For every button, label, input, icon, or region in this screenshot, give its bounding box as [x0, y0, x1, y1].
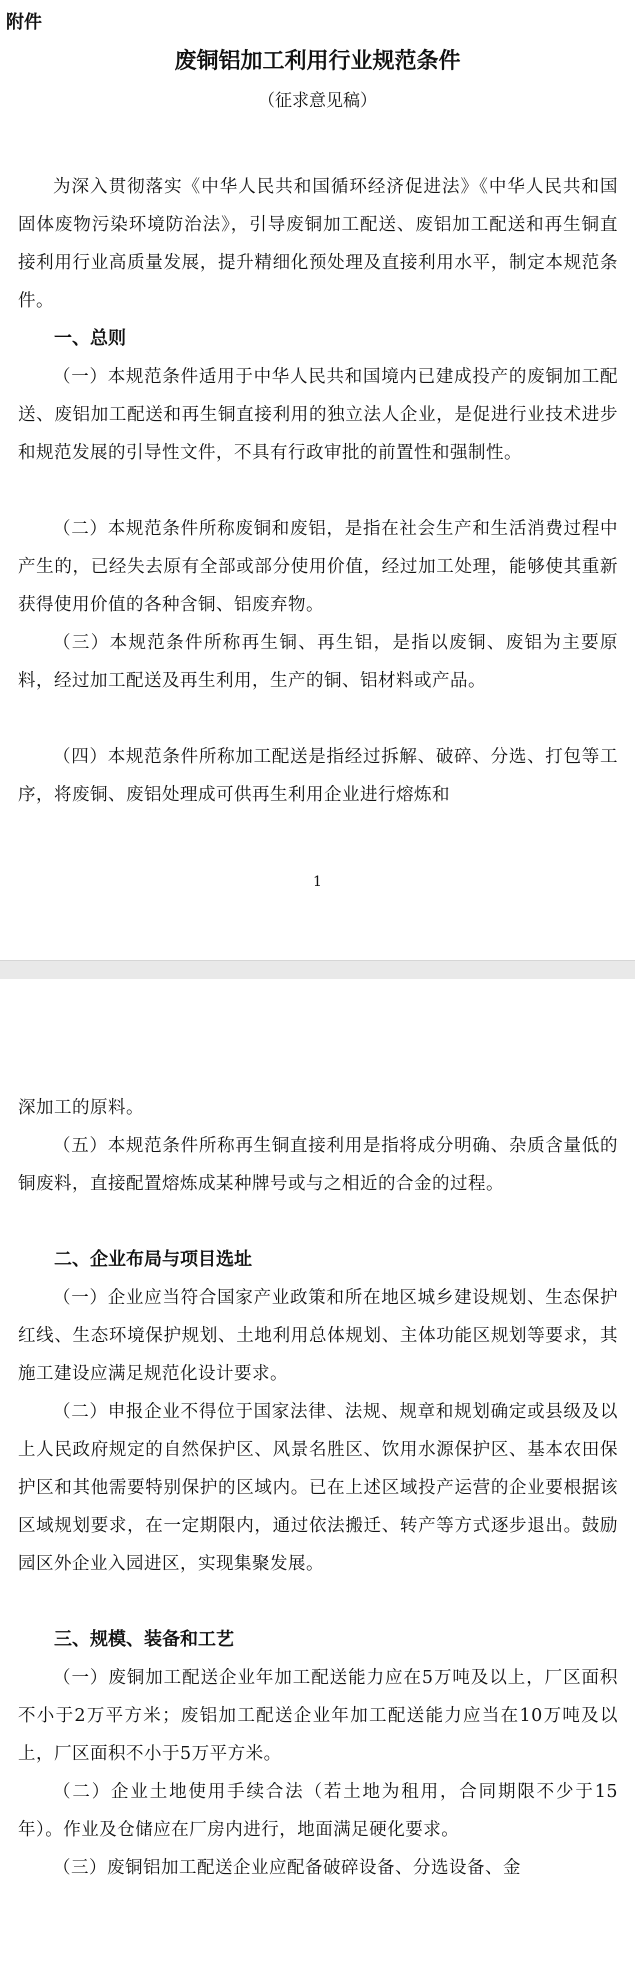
section-3-item-3-start: （三）废铜铝加工配送企业应配备破碎设备、分选设备、金 [53, 1858, 521, 1878]
page-number: 1 [313, 874, 322, 890]
attachment-label: 附件 [6, 12, 42, 33]
document-subtitle: （征求意见稿） [258, 91, 377, 111]
section-3-heading: 三、规模、装备和工艺 [54, 1629, 234, 1650]
section-3-item-2: （二）企业土地使用手续合法（若土地为租用，合同期限不少于15年）。作业及仓储应在厂房内进行，地面满足硬化要求。 [18, 1782, 618, 1840]
section-2-item-2: （二）申报企业不得位于国家法律、法规、规章和规划确定或县级及以上人民政府规定的自然保护区、风景名胜区、饮用水源保护区、基本农田保护区和其他需要特别保护的区域内。已在上述区域投产运营的企业要根据该区域规划要求，在一定期限内，通过依法搬迁、转产等方式逐步退出。鼓励园区外企业入园进区，实现集聚发展。 [18, 1402, 618, 1574]
section-1-item-3: （三）本规范条件所称再生铜、再生铝，是指以废铜、废铝为主要原料，经过加工配送及再生利用，生产的铜、铝材料或产品。 [18, 633, 618, 691]
section-1-item-2: （二）本规范条件所称废铜和废铝，是指在社会生产和生活消费过程中产生的，已经失去原有全部或部分使用价值，经过加工处理，能够使其重新获得使用价值的各种含铜、铝废弃物。 [18, 519, 618, 615]
section-1-item-4-start: （四）本规范条件所称加工配送是指经过拆解、破碎、分选、打包等工序，将废铜、废铝处理成可供再生利用企业进行熔炼和 [18, 747, 618, 805]
section-2-heading: 二、企业布局与项目选址 [54, 1249, 252, 1270]
document-page-1 [0, 0, 635, 960]
section-1-item-4-end: 深加工的原料。 [18, 1098, 144, 1118]
document-page-2 [0, 979, 635, 1986]
section-1-item-5: （五）本规范条件所称再生铜直接利用是指将成分明确、杂质含量低的铜废料，直接配置熔炼成某种牌号或与之相近的合金的过程。 [18, 1136, 618, 1194]
page-separator [0, 960, 635, 980]
section-3-item-1: （一）废铜加工配送企业年加工配送能力应在5万吨及以上，厂区面积不小于2万平方米；废铝加工配送企业年加工配送能力应当在10万吨及以上，厂区面积不小于5万平方米。 [18, 1668, 618, 1764]
section-1-heading: 一、总则 [54, 328, 126, 349]
section-2-item-1: （一）企业应当符合国家产业政策和所在地区城乡建设规划、生态保护红线、生态环境保护规划、土地利用总体规划、主体功能区规划等要求，其施工建设应满足规范化设计要求。 [18, 1288, 618, 1384]
document-title: 废铜铝加工利用行业规范条件 [174, 48, 461, 74]
section-1-item-1: （一）本规范条件适用于中华人民共和国境内已建成投产的废铜加工配送、废铝加工配送和再生铜直接利用的独立法人企业，是促进行业技术进步和规范发展的引导性文件，不具有行政审批的前置性和强制性。 [18, 367, 618, 463]
intro-paragraph: 为深入贯彻落实《中华人民共和国循环经济促进法》《中华人民共和国固体废物污染环境防治法》，引导废铜加工配送、废铝加工配送和再生铜直接利用行业高质量发展，提升精细化预处理及直接利用水平，制定本规范条件。 [18, 177, 618, 311]
